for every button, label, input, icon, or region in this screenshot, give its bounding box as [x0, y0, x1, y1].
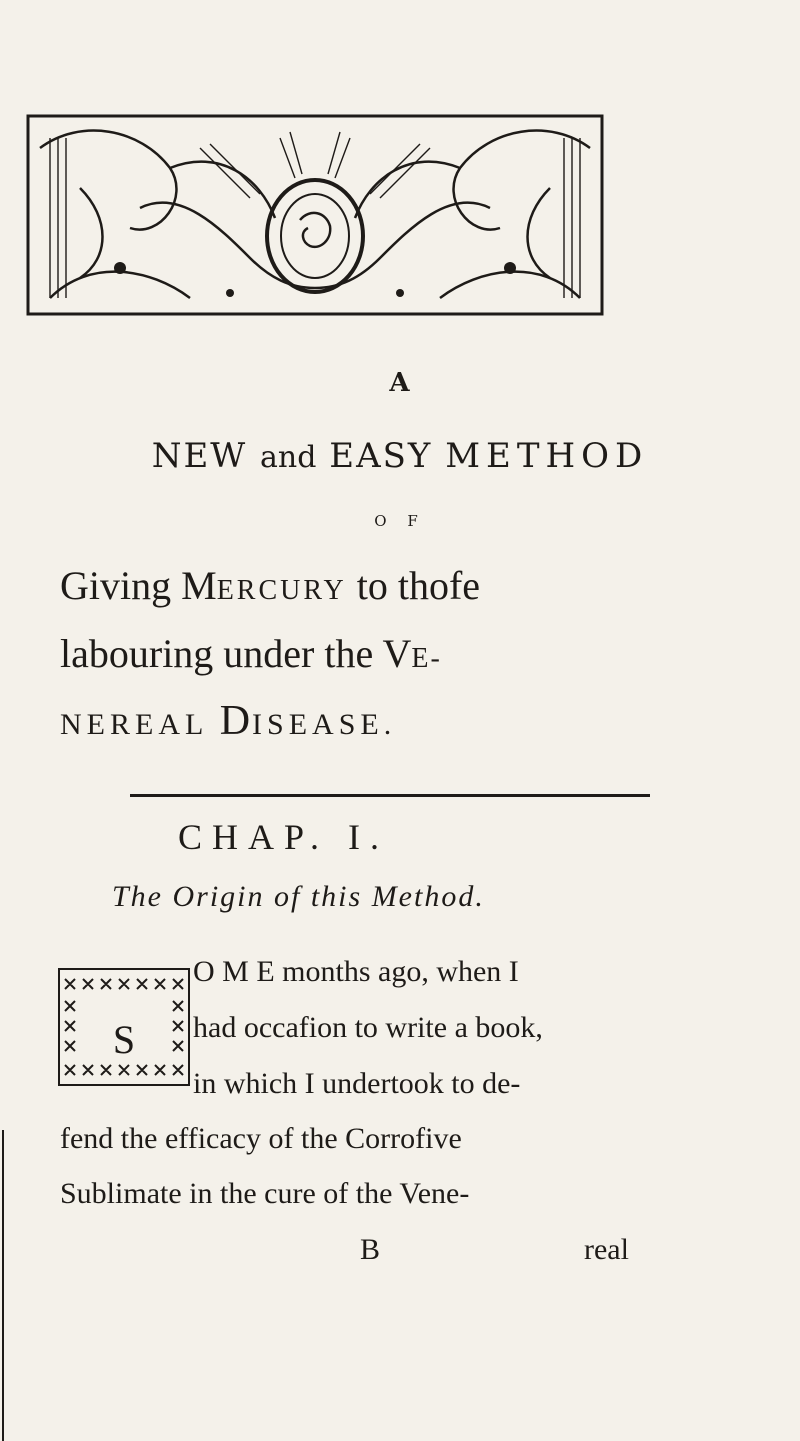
body-line-2: had occafion to write a book, — [193, 1011, 543, 1044]
title-giving-2: to thofe — [346, 563, 481, 608]
title-line-new-and-easy-method — [0, 436, 800, 476]
title-method: METHOD — [445, 436, 649, 476]
headpiece-ornament — [20, 108, 610, 322]
title-mercury-cap: M — [181, 563, 217, 608]
chapter-subtitle: The Origin of this Method. — [112, 880, 485, 913]
title-easy: EASY — [329, 436, 433, 476]
body-line-4: fend the efficacy of the Corrofive — [60, 1122, 462, 1155]
catchword: real — [584, 1233, 629, 1266]
title-of: O F — [374, 512, 426, 530]
title-d-cap: D — [219, 698, 253, 744]
title-isease: ISEASE. — [252, 708, 397, 741]
title-ve-rest: E- — [411, 643, 442, 674]
body-line-3: in which I undertook to de- — [193, 1067, 521, 1100]
title-mercury-rest: ERCURY — [216, 575, 347, 606]
title-line-labouring — [60, 630, 680, 677]
title-new: NEW — [151, 436, 248, 476]
title-line-giving-mercury — [60, 562, 680, 609]
horizontal-rule — [130, 794, 650, 797]
title-and: and — [260, 440, 317, 475]
signature-mark: B — [360, 1233, 381, 1266]
binding-edge — [0, 1130, 8, 1441]
title-nereal: NEREAL — [60, 708, 220, 741]
title-article: A — [389, 368, 411, 398]
title-labouring: labouring under the V — [60, 631, 412, 676]
chapter-heading: CHAP. I. — [178, 817, 390, 857]
body-line-1: O M E months ago, when I — [193, 955, 519, 988]
body-line-5: Sublimate in the cure of the Vene- — [60, 1177, 470, 1210]
title-line-nereal-disease — [60, 697, 680, 745]
dropcap-letter: S — [112, 1017, 136, 1062]
title-giving-1: Giving — [60, 563, 182, 608]
